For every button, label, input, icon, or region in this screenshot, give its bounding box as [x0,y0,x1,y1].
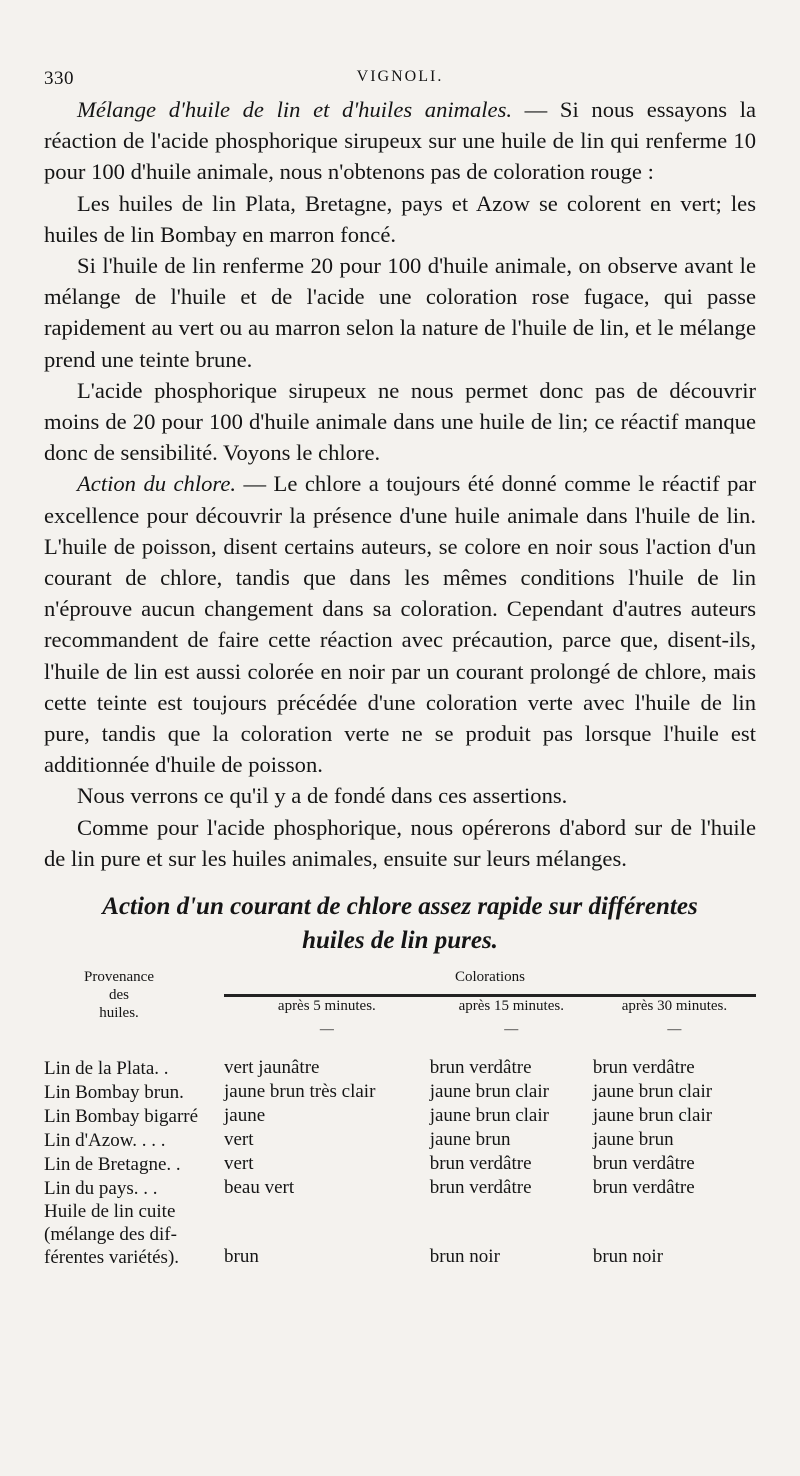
cell-c30: jaune brun [592,1129,674,1151]
cell-c5: brun [224,1246,259,1268]
cell-c30: brun verdâtre [592,1057,695,1079]
cell-c5: vert [224,1129,254,1151]
cell-c15: jaune brun clair [429,1081,549,1103]
cell-c15: brun verdâtre [429,1057,532,1079]
paragraph: Comme pour l'acide phosphorique, nous opérerons d'abord sur de l'huile de lin pure et sur les huiles animales, ensuite sur leurs mélanges. [44,814,756,871]
running-title: VIGNOLI. [356,68,444,85]
section-title: Action d'un courant de chlore assez rapide sur différentes huiles de lin pures. [102,893,698,955]
row-provenance: Lin Bombay bigarré [44,1106,199,1128]
paragraph: Si l'huile de lin renferme 20 pour 100 d'huile animale, on observe avant le mélange de l'huile et de l'acide une coloration rose fugace, qui passe rapidement au vert ou au marron selon la nature de l'huile de lin, et le mélange prend une teinte brune. [44,253,756,372]
cell-c30: jaune brun clair [592,1081,713,1103]
row-provenance: Lin d'Azow. . . . [44,1130,166,1152]
row-provenance: Huile de lin cuite (mélange des dif- férentes variétés). [44,1201,180,1269]
colorations-table [44,968,756,1269]
provenance-header: Provenance des huiles. [84,969,154,1022]
table-row [44,1104,756,1128]
page-header [44,60,756,94]
cell-c30: brun verdâtre [592,1177,695,1199]
cell-c30: jaune brun clair [592,1105,713,1127]
cell-c30: brun noir [592,1246,664,1268]
body-text [44,94,756,874]
paragraph: Nous verrons ce qu'il y a de fondé dans ces assertions. [77,783,568,809]
col-header-15min: après 15 minutes. [458,997,564,1014]
paragraph: Action du chlore. — Le chlore a toujours été donné comme le réactif par excellence pour découvrir la présence d'une huile animale dans l'huile de lin. L'huile de poisson, disent certains auteurs, se colore en noir sous l'action d'un courant de chlore, tandis que dans les mêmes conditions l'huile de lin n'éprouve aucun changement dans sa coloration. Cependant d'autres auteurs recommandent de faire cette réaction avec précaution, parce que, disent-ils, l'huile de lin est aussi colorée en noir par un courant prolongé de chlore, mais cette teinte est toujours précédée d'une coloration verte avec l'huile de lin pure, tandis que la coloration verte ne se produit pas lorsque l'huile est additionnée d'huile de poisson. [44,471,756,778]
cell-c15: jaune brun clair [429,1105,549,1127]
col-header-5min: après 5 minutes. [277,997,376,1014]
table-row [44,1080,756,1104]
paragraph: L'acide phosphorique sirupeux ne nous permet donc pas de découvrir moins de 20 pour 100 d'huile animale dans une huile de lin; ce réactif manque donc de sensibilité. Voyons le chlore. [44,377,756,466]
page [44,60,756,1269]
colorations-header: Colorations [224,968,756,995]
table-row [44,1056,756,1080]
cell-c15: jaune brun [429,1129,511,1151]
paragraph: Les huiles de lin Plata, Bretagne, pays et Azow se colorent en vert; les huiles de lin Bombay en marron foncé. [44,190,756,247]
cell-c5: jaune brun très clair [224,1081,376,1103]
cell-c30: brun verdâtre [592,1153,695,1175]
row-provenance: Lin de Bretagne. . [44,1154,181,1176]
cell-c5: vert jaunâtre [224,1057,320,1079]
table-row [44,1200,756,1269]
cell-c5: vert [224,1153,254,1175]
paragraph: Mélange d'huile de lin et d'huiles animales. — Si nous essayons la réaction de l'acide phosphorique sirupeux sur une huile de lin qui renferme 10 pour 100 d'huile animale, nous n'obtenons pas de coloration rouge : [44,97,756,185]
page-number: 330 [44,68,74,89]
row-provenance: Lin du pays. . . [44,1178,158,1200]
cell-c15: brun verdâtre [429,1153,532,1175]
table-row [44,1152,756,1176]
cell-c15: brun noir [429,1246,500,1268]
cell-c5: beau vert [224,1177,295,1199]
table-row [44,1128,756,1152]
cell-c15: brun verdâtre [429,1177,532,1199]
col-header-30min: après 30 minutes. [621,997,728,1014]
row-provenance: Lin Bombay brun. [44,1082,184,1104]
dash-row: — — — [319,1022,682,1038]
row-provenance: Lin de la Plata. . [44,1058,169,1080]
table-row [44,1176,756,1200]
cell-c5: jaune [224,1105,266,1127]
